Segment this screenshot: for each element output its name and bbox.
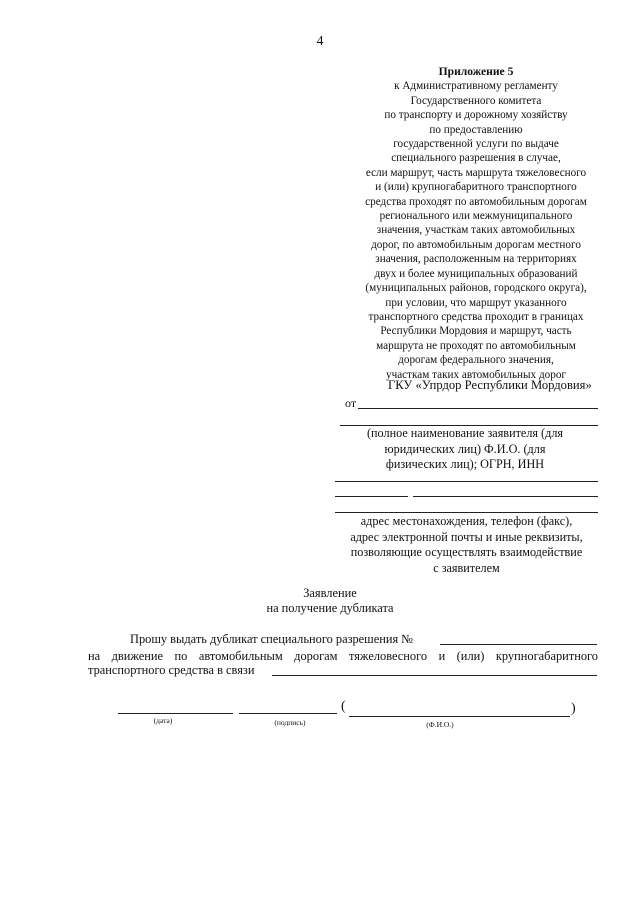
appendix-line: и (или) крупногабаритного транспортного (375, 181, 577, 194)
addressee: ГКУ «Упрдор Республики Мордовия» (388, 378, 592, 392)
appendix-line: государственной услуги по выдаче (393, 138, 559, 151)
date-label: (дата) (153, 716, 173, 725)
address-hint-line: адрес местонахождения, телефон (факс), (360, 514, 573, 528)
body-line-2: на движение по автомобильным дорогам тяжеловесного и (или) крупногабаритного (88, 649, 598, 663)
appendix-line: по предоставлению (429, 123, 523, 136)
applicant-hint-line: юридических лиц) Ф.И.О. (для (384, 441, 546, 456)
name-close-paren: ) (571, 701, 576, 716)
appendix-line: при условии, что маршрут указанного (385, 296, 567, 309)
statement-subtitle: на получение дубликата (266, 600, 394, 615)
appendix-line: двух и более муниципальных образований (374, 267, 578, 280)
appendix-line: к Административному регламенту (394, 80, 558, 93)
appendix-line: регионального или межмуниципального (379, 210, 573, 223)
applicant-hint-line: физических лиц); ОГРН, ИНН (385, 457, 545, 471)
applicant-hint-line: (полное наименование заявителя (для (366, 426, 564, 440)
address-hint-line: позволяющие осуществлять взаимодействие (350, 545, 583, 559)
signature-field[interactable] (239, 713, 337, 714)
applicant-hint (345, 426, 585, 473)
address-hint-line: адрес электронной почты и иные реквизиты, (350, 529, 583, 544)
appendix-line: средства проходят по автомобильным дорогам (365, 195, 587, 208)
applicant-name-field[interactable] (358, 408, 598, 409)
appendix-title: Приложение 5 (438, 65, 514, 78)
permit-number-field[interactable] (440, 644, 597, 645)
reason-field[interactable] (272, 675, 597, 676)
address-hint-line: с заявителем (433, 560, 500, 575)
appendix-line: если маршрут, часть маршрута тяжеловесного (365, 166, 587, 179)
requisites-field-2b[interactable] (413, 496, 598, 497)
signature-label: (подпись) (274, 718, 306, 727)
statement-title: Заявление (303, 586, 357, 600)
requisites-field-1[interactable] (335, 481, 598, 482)
address-hint (335, 514, 598, 576)
from-label: от (345, 396, 357, 410)
appendix-line: участкам таких автомобильных дорог (385, 368, 567, 381)
appendix-line: специального разрешения в случае, (391, 152, 561, 165)
appendix-line: дорогам федерального значения, (398, 354, 554, 367)
page-number: 4 (316, 34, 324, 49)
appendix-line: дорог, по автомобильным дорогам местного (371, 238, 581, 251)
full-name-field[interactable] (349, 716, 570, 717)
appendix-line: транспортного средства проходит в границах (368, 310, 584, 323)
date-field[interactable] (118, 713, 233, 714)
full-name-label: (Ф.И.О.) (426, 720, 454, 729)
appendix-line: маршрута не проходят по автомобильным (376, 339, 576, 352)
appendix-block (330, 65, 622, 382)
appendix-line: значения, участкам таких автомобильных (376, 224, 576, 237)
statement-heading (180, 586, 480, 615)
body-line-3: транспортного средства в связи (88, 663, 255, 677)
requisites-field-3[interactable] (335, 512, 598, 513)
appendix-line: значения, расположенным на территориях (375, 253, 577, 266)
appendix-line: Республики Мордовия и маршрут, часть (380, 325, 572, 338)
appendix-line: Государственного комитета (410, 94, 542, 107)
appendix-line: (муниципальных районов, городского округа), (365, 282, 587, 295)
body-line-1: Прошу выдать дубликат специального разрешения № (130, 632, 414, 646)
name-open-paren: ( (341, 699, 346, 714)
requisites-field-2a[interactable] (335, 496, 408, 497)
appendix-line: по транспорту и дорожному хозяйству (384, 109, 568, 122)
